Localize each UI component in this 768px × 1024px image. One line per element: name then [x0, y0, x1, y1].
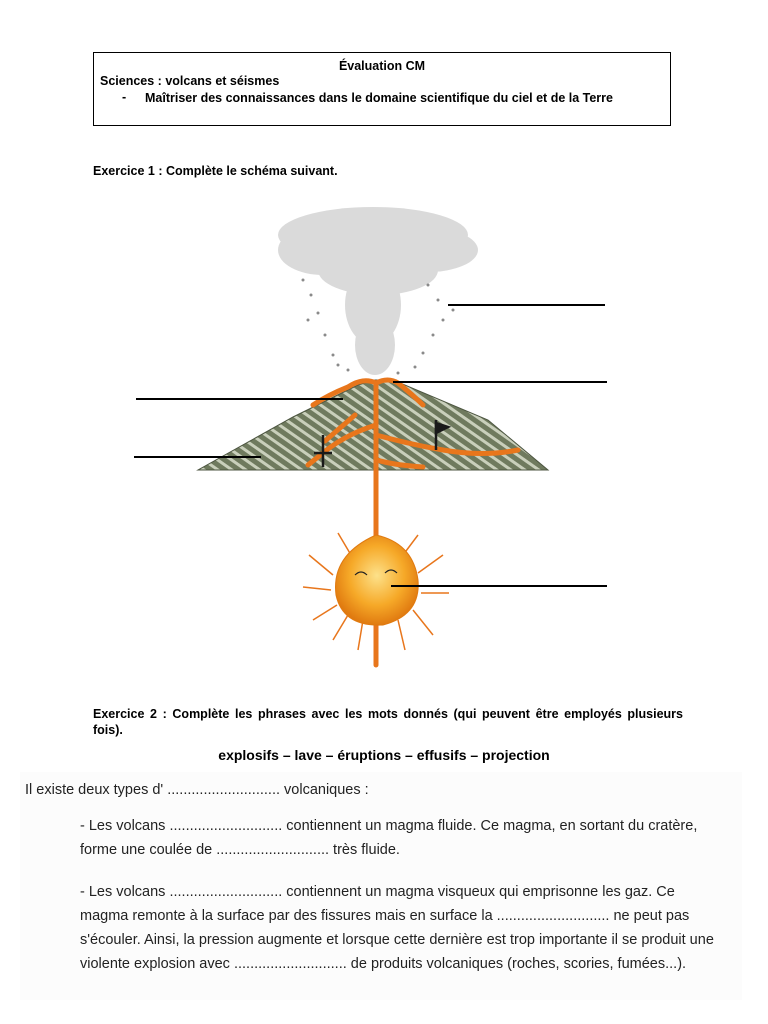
- exercise2-title: Exercice 2 : Complète les phrases avec les mots donnés (qui peuvent être employés plusieurs fois).: [93, 707, 683, 737]
- evaluation-title: Évaluation CM: [338, 59, 426, 73]
- exercise1-title: Exercice 1 : Complète le schéma suivant.: [93, 164, 338, 178]
- intro-sentence: Il existe deux types d' ............................ volcaniques :: [25, 782, 369, 798]
- explosive-paragraph: - Les volcans ............................ contiennent un magma visqueux qui emprisonne les gaz. Ce magma remonte à la surface par des fissures mais en surface la ............................ ne peut pas s'écouler. Ainsi, la pression augmente et lorsque cette dernière est trop importante il se produit une violente explosion avec ............................ de produits volcaniques (roches, scories, fumées...).: [80, 884, 714, 972]
- effusive-paragraph: - Les volcans ............................ contiennent un magma fluide. Ce magma, en sortant du cratère, forme une coulée de ............................ très fluide.: [80, 818, 698, 858]
- header-box: [93, 52, 671, 126]
- skill-line: Maîtriser des connaissances dans le domaine scientifique du ciel et de la Terre: [145, 91, 613, 105]
- subject-line: Sciences : volcans et séismes: [100, 74, 280, 88]
- word-bank: explosifs – lave – éruptions – effusifs – projection: [218, 747, 550, 763]
- volcano-diagram: [93, 195, 633, 670]
- bullet-dash: -: [122, 90, 127, 104]
- ash-cloud: [278, 207, 478, 375]
